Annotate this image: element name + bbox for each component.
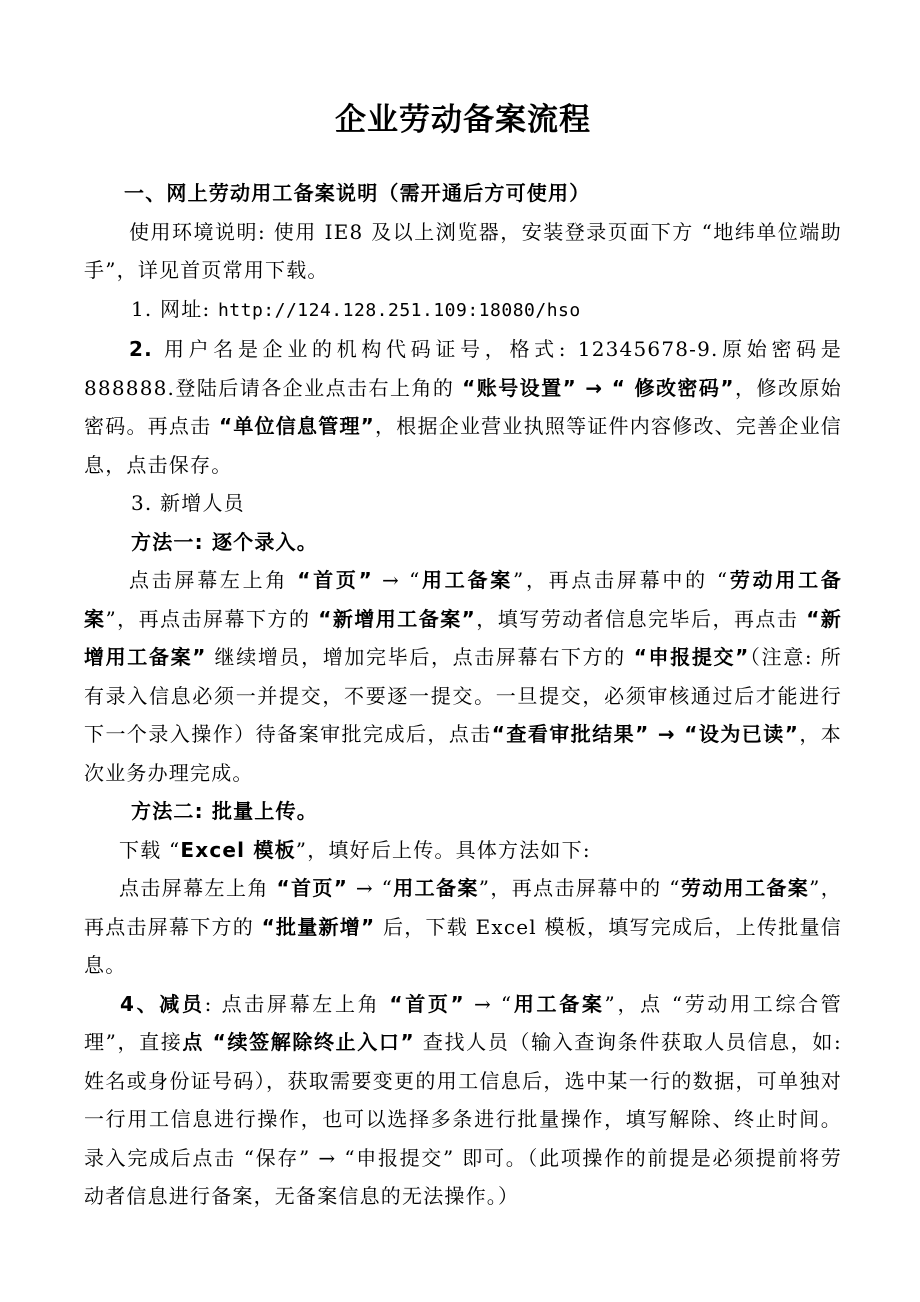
method1-paragraph	[84, 561, 842, 792]
item4-text-3: ”，点 “劳动用工综合管理”，直接	[84, 991, 842, 1054]
m1-text-6: 继续增员，增加完毕后，点击屏幕右下方的	[206, 645, 634, 669]
method2-heading: 方法二: 批量上传。	[131, 799, 318, 823]
item4-text-2: → “	[464, 991, 513, 1016]
m2-line1-bold: Excel 模板	[180, 837, 296, 862]
method1-heading: 方法一: 逐个录入。	[131, 529, 318, 554]
m1-bold-2: 用工备案	[420, 568, 513, 592]
item3-heading: 3. 新增人员	[131, 491, 245, 515]
item4-paragraph	[84, 985, 842, 1216]
m1-bold-3: 劳动用工备案	[84, 568, 842, 631]
item2-bold-account-settings: “账号设置” → “ 修改密码”	[462, 375, 735, 400]
m2-text-2: → “	[348, 876, 393, 900]
m2-text-3: ”，再点击屏幕中的 “	[478, 876, 681, 900]
m2-bold-2: 用工备案	[393, 876, 479, 900]
environment-paragraph: 使用环境说明: 使用 IE8 及以上浏览器，安装登录页面下方 “地纬单位端助手”，详见首页常用下载。	[84, 219, 842, 282]
m1-bold-1: “首页”	[297, 568, 373, 592]
account-paragraph	[84, 330, 842, 484]
m1-text-5: ，填写劳动者信息完毕后，再点击	[476, 606, 807, 631]
section-heading: 一、网上劳动用工备案说明（需开通后方可使用）	[124, 181, 591, 205]
m1-text-1: 点击屏幕左上角	[129, 568, 298, 592]
m1-text-4: ”，再点击屏幕下方的	[105, 606, 319, 631]
item2-text-1: 用户名是企业的机构代码证号，格式: 12345678-9.原始密码是 888888.登陆后请各企业点击右上角的	[84, 337, 842, 400]
item4-text-1: : 点击屏幕左上角	[204, 991, 390, 1016]
item4-bold-3: 点 “续签解除终止入口”	[182, 1030, 415, 1054]
m1-text-8: ，本次业务办理完成。	[84, 722, 842, 785]
m2-text-5: 后，下载 Excel 模板，填写完成后，上传批量信息。	[84, 914, 842, 977]
m2-bold-3: 劳动用工备案	[680, 876, 810, 900]
m1-bold-6: “申报提交”	[633, 645, 750, 669]
item4-bold-1: “首页”	[389, 991, 465, 1016]
method2-download-line	[84, 831, 842, 870]
url-label: 1. 网址:	[131, 296, 218, 321]
m2-line1-text-1: 下载 “	[119, 837, 181, 862]
m1-bold-5: “新增用工备案”	[84, 606, 843, 669]
m1-text-2: → “	[372, 568, 421, 592]
url-paragraph	[84, 290, 842, 331]
item4-bold-label: 4、减员	[120, 991, 205, 1016]
m1-bold-4: “新增用工备案”	[318, 606, 477, 631]
m1-bold-7: “查看审批结果” → “设为已读”	[491, 722, 800, 746]
page-title: 企业劳动备案流程	[335, 102, 591, 138]
m2-line1-text-2: ”，填好后上传。具体方法如下:	[295, 837, 591, 862]
item2-text-3: ，根据企业营业执照等证件内容修改、完善企业信息，点击保存。	[84, 414, 843, 477]
m2-bold-1: “首页”	[276, 876, 349, 900]
item4-bold-2: 用工备案	[512, 991, 605, 1016]
m1-text-7: （注意: 所有录入信息必须一并提交，不要逐一提交。一旦提交，必须审核通过后才能进行下一个录入操作）待备案审批完成后，点击	[84, 645, 842, 746]
item2-bold-unit-info: “单位信息管理”	[218, 414, 376, 438]
item4-text-4: 查找人员（输入查询条件获取人员信息，如: 姓名或身份证号码），获取需要变更的用工信息后，选中某一行的数据，可单独对一行用工信息进行操作，也可以选择多条进行批量操作，填写解除、终止时间。录入完成后点击 “保存” → “申报提交” 即可。（此项操作的前提是必须提前将劳动者信息进行备案，无备案信息的无法操作。）	[84, 1030, 842, 1208]
m2-text-1: 点击屏幕左上角	[119, 876, 277, 900]
url-value: http://124.128.251.109:18080/hso	[217, 299, 581, 321]
m1-text-3: ”，再点击屏幕中的 “	[512, 568, 729, 592]
item2-number: 2.	[129, 337, 153, 361]
m2-text-4: ”， 再点击屏幕下方的	[84, 876, 842, 939]
m2-bold-4: “批量新增”	[261, 914, 376, 939]
method2-paragraph	[84, 869, 842, 985]
item2-text-2: ，修改原始密码。再点击	[84, 375, 842, 438]
